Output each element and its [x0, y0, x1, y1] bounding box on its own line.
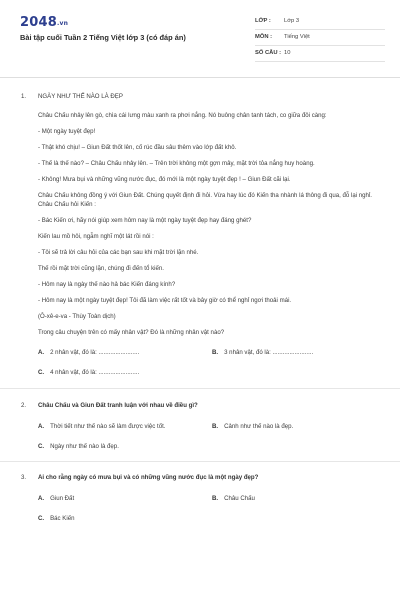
answer-option-c[interactable]: C. Bác Kiến	[38, 515, 75, 522]
page-title: Bài tập cuối Tuần 2 Tiếng Việt lớp 3 (có đáp án)	[20, 33, 186, 42]
question-number: 1.	[21, 93, 27, 100]
passage-paragraph: - Tôi sẽ trả lời câu hỏi của các bạn sau khi mặt trời lặn nhé.	[38, 249, 199, 256]
passage-paragraph: Châu Chấu nhảy lên gò, chìa cái lưng màu xanh ra phơi nắng. Nó buông chân tanh tách, co giữa đôi càng:	[38, 112, 327, 119]
document-header	[0, 0, 400, 78]
question-divider	[0, 388, 400, 390]
meta-row-subject: MÔN : Tiếng Việt	[255, 30, 385, 46]
passage-paragraph: - Thế là thế nào? – Châu Chấu nhảy lên. – Trên trời không một gợn mây, mặt trời tỏa nắng huy hoàng.	[38, 160, 315, 167]
answer-option-c[interactable]: C. 4 nhân vật, đó là: ........................	[38, 369, 140, 376]
passage-title: NGÀY NHƯ THẾ NÀO LÀ ĐẸP	[38, 93, 123, 100]
passage-paragraph: - Hôm nay là một ngày tuyệt đẹp! Tôi đã làm việc rất tốt và bây giờ có thể nghỉ ngơi thoải mái.	[38, 297, 292, 304]
answer-option-b[interactable]: B. Châu Chấu	[212, 495, 255, 502]
answer-options-row	[0, 442, 400, 451]
question-prompt: Trong câu chuyện trên có mấy nhân vật? Đó là những nhân vật nào?	[38, 329, 225, 336]
site-logo[interactable]: 2048.vn	[20, 15, 69, 30]
passage-paragraph: - Bác Kiến ơi, hãy nói giúp xem hôm nay là một ngày tuyệt đẹp hay đáng ghét?	[38, 217, 252, 224]
question-number: 2.	[21, 402, 27, 409]
passage-paragraph: Châu Chấu không đồng ý với Giun Đất. Chúng quyết định đi hỏi. Vừa hay lúc đó Kiến tha nhành lá thông đi qua, đỗ lại nghỉ. Châu Chấu hỏi Kiến :	[38, 192, 372, 208]
answer-option-c[interactable]: C. Ngày như thế nào là đẹp.	[38, 443, 119, 450]
header-divider	[0, 77, 400, 78]
answer-options-row	[0, 368, 400, 377]
question-1	[0, 92, 400, 101]
answer-options-row	[0, 348, 400, 357]
question-prompt: Châu Chấu và Giun Đất tranh luận với nhau về điều gì?	[38, 402, 198, 409]
answer-option-a[interactable]: A. 2 nhân vật, đó là: ........................	[38, 349, 140, 356]
meta-info	[255, 14, 385, 62]
passage-paragraph: Kiến lau mồ hôi, ngẫm nghĩ một lát rồi nói :	[38, 233, 154, 240]
passage-paragraph: Thế rồi mặt trời cũng lặn, chúng đi đến tổ kiến.	[38, 265, 164, 272]
question-prompt: Ai cho rằng ngày có mưa bụi và có những vũng nước đục là một ngày đẹp?	[38, 474, 259, 481]
question-divider	[0, 461, 400, 463]
passage-paragraph: - Thật khó chịu! – Giun Đất thốt lên, cố rúc đầu sâu thêm vào lớp đất khô.	[38, 144, 237, 151]
answer-option-a[interactable]: A. Thời tiết như thế nào sẽ làm được việc tốt.	[38, 423, 166, 430]
question-2	[0, 401, 400, 410]
passage-source: (Ô-xê-e-va - Thùy Toàn dịch)	[38, 313, 116, 320]
answer-option-b[interactable]: B. 3 nhân vật, đó là: ........................	[212, 349, 314, 356]
answer-option-b[interactable]: B. Cảnh như thế nào là đẹp.	[212, 423, 294, 430]
meta-row-count: SỐ CÂU : 10	[255, 46, 385, 62]
question-3	[0, 473, 400, 482]
question-number: 3.	[21, 474, 27, 481]
answer-options-row	[0, 422, 400, 431]
question-list	[0, 92, 400, 523]
passage-paragraph: - Không! Mưa bụi và những vũng nước đục, đó mới là một ngày tuyệt đẹp ! – Giun Đất cãi lại.	[38, 176, 291, 183]
passage-paragraph: - Hôm nay là ngày thế nào hả bác Kiến đáng kính?	[38, 281, 176, 288]
meta-row-grade: LỚP : Lớp 3	[255, 14, 385, 30]
answer-options-row	[0, 514, 400, 523]
passage-paragraph: - Một ngày tuyệt đẹp!	[38, 128, 96, 135]
answer-options-row	[0, 494, 400, 503]
answer-option-a[interactable]: A. Giun Đất	[38, 495, 75, 502]
